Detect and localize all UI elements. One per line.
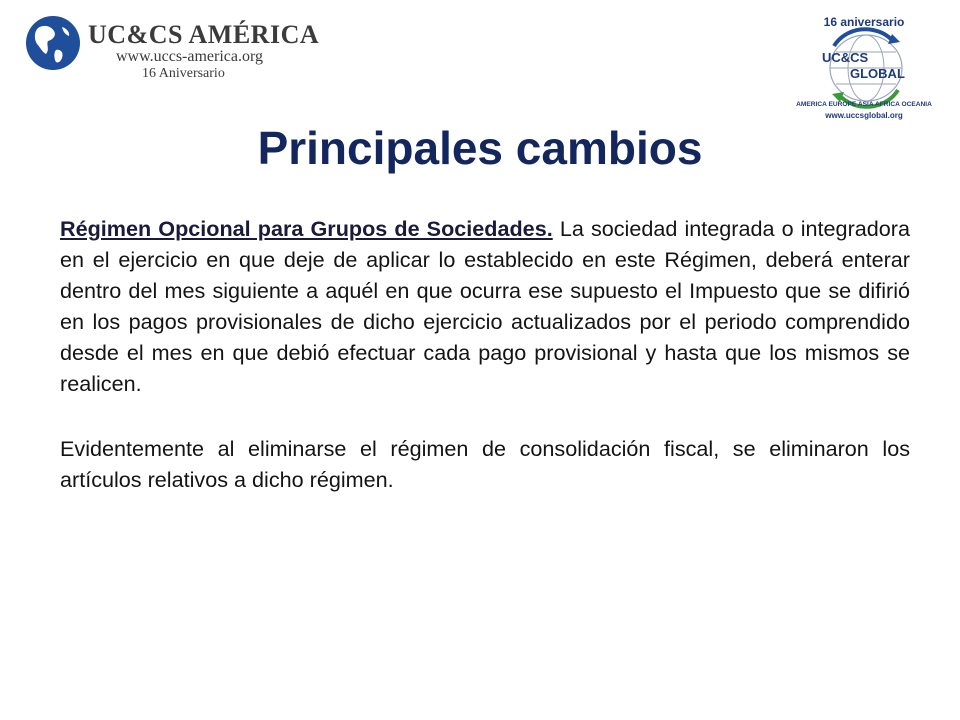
globe-icon (24, 14, 82, 72)
slide-body (60, 213, 910, 529)
paragraph-2: Evidentemente al eliminarse el régimen de consolidación fiscal, se eliminaron los artículos relativos a dicho régimen. (60, 436, 910, 492)
logo-url: www.uccs-america.org (116, 48, 264, 65)
global-logo-url: www.uccsglobal.org (825, 111, 903, 120)
global-logo-name-2: GLOBAL (850, 66, 905, 81)
slide-title: Principales cambios (257, 122, 703, 174)
global-logo-anniversary: 16 aniversario (823, 15, 905, 29)
logo-anniversary: 16 Aniversario (142, 66, 225, 81)
logo-brand: UC&CS AMÉRICA (88, 20, 320, 49)
uccs-america-logo (24, 14, 320, 81)
uccs-global-logo (780, 10, 950, 122)
paragraph-1-heading: Régimen Opcional para Grupos de Sociedades. (60, 216, 553, 241)
paragraph-1 (60, 213, 910, 399)
global-logo-name-1: UC&CS (822, 50, 869, 65)
global-logo-regions: AMERICA EUROPE ASIA AFRICA OCEANIA (796, 101, 932, 108)
paragraph-1-text: La sociedad integrada o integradora en el ejercicio en que deje de aplicar lo establecido en este Régimen, deberá enterar dentro del mes siguiente a aquél en que ocurra ese supuesto el Impuesto que se difirió en los pagos provisionales de dicho ejercicio actualizados por el periodo comprendido desde el mes en que debió efectuar cada pago provisional y hasta que los mismos se realicen. (60, 216, 910, 396)
